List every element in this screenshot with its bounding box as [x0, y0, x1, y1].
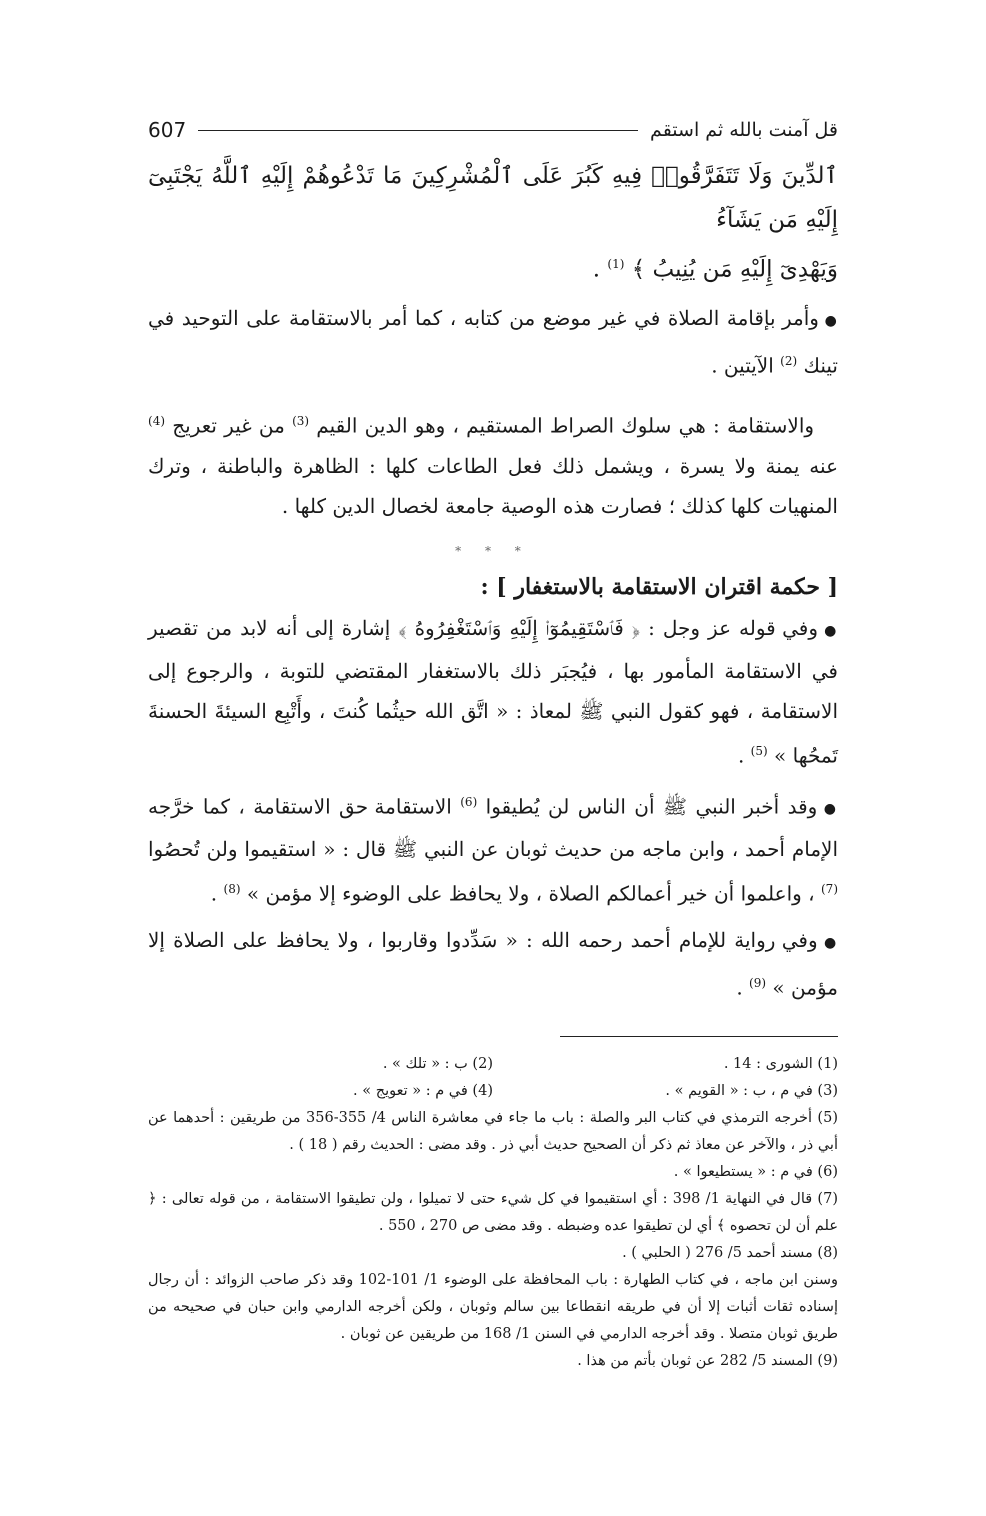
ahmad-narration-text: وفي رواية للإمام أحمد رحمه الله : « سَدِّدوا وقاربوا ، ولا يحافظ على الصلاة إلا مؤمن » [148, 927, 838, 1000]
definition-text-c: عنه يمنة ولا يسرة ، ويشمل ذلك فعل الطاعات كلها : الظاهرة والباطنة ، وترك المنهيات كلها كذلك ؛ فصارت هذه الوصية جامعة لخصال الدين كلها . [148, 453, 838, 518]
thawban-text-a: وقد أخبر النبي ﷺ أن الناس لن يُطيقوا [485, 794, 818, 819]
paragraph-prayer-end: الآيتين . [711, 353, 774, 378]
footnote-ref-5: (5) [750, 743, 768, 758]
paragraph-ahmad-narration: ● وفي رواية للإمام أحمد رحمه الله : « سَدِّدوا وقاربوا ، ولا يحافظ على الصلاة إلا مؤمن » $^{(9)}$ . [148, 920, 838, 1008]
istighfar-text: وفي قوله عز وجل : ﴿ فَٱسْتَقِيمُوٓا۟ إِلَيْهِ وَٱسْتَغْفِرُوهُ ﴾ إشارة إلى أنه لابد من تقصير في الاستقامة المأمور بها ، فيُجبَر ذلك بالاستغفار المقتضي للتوبة ، والرجوع إلى الاستقامة ، فهو كقول النبي ﷺ لمعاذ : « اتَّق الله حيثُما كُنتَ ، وأَتْبِع السيئةَ الحسنةَ تَمحُها » [148, 615, 838, 768]
footnote-divider [560, 1036, 838, 1037]
footnote-ref-8: (8) [223, 882, 241, 897]
page-number: 607 [148, 118, 187, 142]
footnote-ref-6: (6) [460, 794, 478, 809]
footnote-6: (6) في م : « يستطيعوا » . [673, 1163, 838, 1180]
footnote-ref-7: (7) [820, 882, 838, 897]
footnote-8: (8) مسند أحمد 5/ 276 ( الحلبي ) . [622, 1244, 838, 1261]
footnote-1: (1) الشورى : 14 . [723, 1055, 838, 1072]
footnote-7: (7) قال في النهاية 1/ 398 : أي استقيموا في كل شيء حتى لا تميلوا ، ولن تطيقوا الاستقامة ، من قوله تعالى : ﴿ علم أن لن تحصوه ﴾ أي لن تطيقوا عده وضبطه . وقد مضى ص 270 ، 550 . [148, 1190, 838, 1234]
footnote-ref-1: (1) [607, 257, 625, 271]
paragraph-istiqama-definition [148, 401, 838, 526]
quran-verse [148, 154, 838, 292]
footnote-3: (3) في م ، ب : « القويم » . [665, 1082, 838, 1099]
footnote-2: (2) ب : « تلك » . [382, 1055, 493, 1072]
footnote-ref-3: (3) [292, 414, 310, 429]
footnote-8-continued: وسنن ابن ماجه ، في كتاب الطهارة : باب المحافظة على الوضوء 1/ 101-102 وقد ذكر صاحب الزوائد : أن رجال إسناده ثقات أثبات إلا أن في طريقه انقطاعا بين سالم وثوبان ، ولكن أخرجه الدارمي وابن حبان في صحيحه من طريق ثوبان متصلا . وقد أخرجه الدارمي في السنن 1/ 168 من طريقين عن ثوبان . [148, 1271, 838, 1342]
footnote-ref-4: (4) [148, 414, 166, 429]
quran-verse-line-1: ٱلدِّينَ وَلَا تَتَفَرَّقُوا۟ فِيهِ كَبُرَ عَلَى ٱلْمُشْرِكِينَ مَا تَدْعُوهُمْ إِلَيْهِ ٱللَّهُ يَجْتَبِىٓ إِلَيْهِ مَن يَشَآءُ [148, 163, 838, 233]
footnote-5: (5) أخرجه الترمذي في كتاب البر والصلة : باب ما جاء في معاشرة الناس 4/ 355-356 من طريقين : أحدهما عن أبي ذر ، والآخر عن معاذ ثم ذكر أن الصحيح حديث أبي ذر . وقد مضى : الحديث رقم ( 18 ) . [148, 1109, 838, 1153]
paragraph-thawban-hadith: ● وقد أخبر النبي ﷺ أن الناس لن يُطيقوا $^{(6)}$ الاستقامة حق الاستقامة ، كما خرَّجه الإمام أحمد ، وابن ماجه من حديث ثوبان عن النبي ﷺ قال : « استقيموا ولن تُحصُوا $^{(7)}$ ، واعلموا أن خير أعمالكم الصلاة ، ولا يحافظ على الوضوء إلا مؤمن » $^{(8)}$ . [148, 782, 838, 914]
footnotes [148, 1051, 838, 1375]
paragraph-istighfar: ● وفي قوله عز وجل : ﴿ فَٱسْتَقِيمُوٓا۟ إِلَيْهِ وَٱسْتَغْفِرُوهُ ﴾ إشارة إلى أنه لابد من تقصير في الاستقامة المأمور بها ، فيُجبَر ذلك بالاستغفار المقتضي للتوبة ، والرجوع إلى الاستقامة ، فهو كقول النبي ﷺ لمعاذ : « اتَّق الله حيثُما كُنتَ ، وأَتْبِع السيئةَ الحسنةَ تَمحُها » $^{(5)}$ . [148, 608, 838, 776]
footnote-9: (9) المسند 5/ 282 عن ثوبان بأتم من هذا . [577, 1352, 838, 1369]
book-page [148, 112, 838, 1375]
section-separator: * * * [455, 543, 531, 558]
footnote-4: (4) في م : « تعويج » . [353, 1082, 493, 1099]
page-header [148, 112, 838, 148]
quran-verse-line-2-text: وَيَهْدِىٓ إِلَيْهِ مَن يُنِيبُ ﴾ [631, 256, 838, 283]
definition-text-a: والاستقامة : هي سلوك الصراط المستقيم ، وهو الدين القيم [316, 413, 815, 438]
footnote-ref-9: (9) [749, 975, 767, 990]
footnote-row-1-2 [148, 1051, 838, 1078]
footnote-ref-2: (2) [780, 353, 798, 368]
quran-verse-line-2: وَيَهْدِىٓ إِلَيْهِ مَن يُنِيبُ ﴾ $^{(1)}$ . [592, 256, 838, 283]
footnote-row-3-4 [148, 1078, 838, 1105]
thawban-text-b: الاستقامة حق الاستقامة ، كما خرَّجه الإمام أحمد ، وابن ماجه من حديث ثوبان عن النبي ﷺ قال : « استقيموا ولن تُحصُوا [148, 794, 838, 862]
definition-text-b: من غير تعريج [172, 413, 285, 438]
running-title: قل آمنت بالله ثم استقم [650, 119, 838, 141]
paragraph-prayer-text: وأمر بإقامة الصلاة في غير موضع من كتابه ، كما أمر بالاستقامة على التوحيد في تينك [148, 305, 838, 378]
paragraph-prayer [148, 298, 838, 386]
thawban-text-c: ، واعلموا أن خير أعمالكم الصلاة ، ولا يحافظ على الوضوء إلا مؤمن » [246, 881, 815, 906]
section-heading: [ حكمة اقتران الاستقامة بالاستغفار ] : [480, 573, 838, 600]
header-rule [198, 130, 638, 131]
